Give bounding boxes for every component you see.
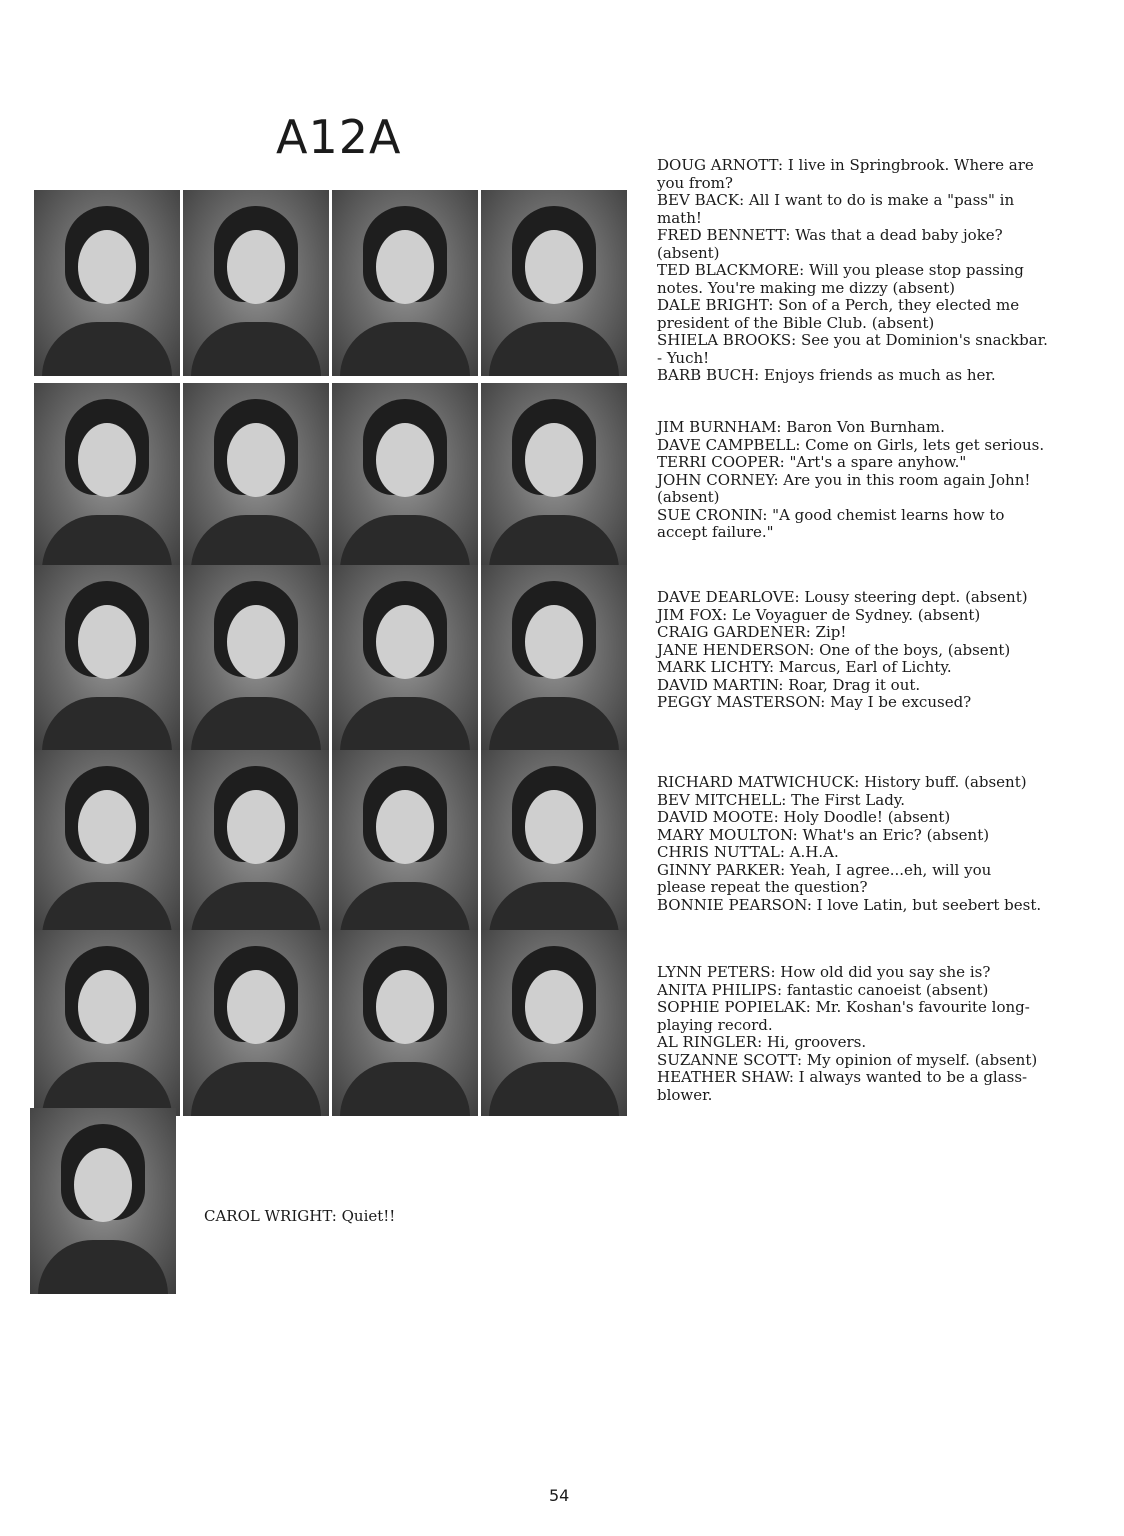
portrait-photo	[332, 930, 478, 1116]
caption-block-2	[657, 419, 1107, 542]
portrait-photo	[481, 383, 627, 569]
portrait-photo	[481, 930, 627, 1116]
portrait-photo	[34, 383, 180, 569]
caption-line: DOUG ARNOTT: I live in Springbrook. Where are	[657, 156, 1034, 174]
caption-line: DALE BRIGHT: Son of a Perch, they elected me	[657, 296, 1020, 314]
caption-line: SHIELA BROOKS: See you at Dominion's snackbar.	[657, 331, 1048, 349]
portrait-photo	[332, 565, 478, 751]
portrait-photo	[183, 750, 329, 936]
caption-block-1	[657, 157, 1107, 385]
caption-line: PEGGY MASTERSON: May I be excused?	[657, 693, 972, 711]
portrait-photo	[332, 383, 478, 569]
caption-carol-wright: CAROL WRIGHT: Quiet!!	[204, 1207, 396, 1225]
portrait-photo	[481, 750, 627, 936]
portrait-photo	[332, 190, 478, 376]
caption-line: notes. You're making me dizzy (absent)	[657, 278, 955, 297]
caption-line: SOPHIE POPIELAK: Mr. Koshan's favourite long-	[657, 998, 1030, 1016]
portrait-photo	[183, 565, 329, 751]
portrait-photo	[183, 190, 329, 376]
portrait-photo	[183, 930, 329, 1116]
caption-block-4	[657, 774, 1107, 914]
caption-line: you from?	[657, 173, 733, 192]
caption-line: blower.	[657, 1085, 713, 1104]
caption-line: ANITA PHILIPS: fantastic canoeist (absent)	[657, 980, 989, 999]
caption-line: please repeat the question?	[657, 878, 868, 896]
caption-line: BEV MITCHELL: The First Lady.	[657, 790, 906, 809]
caption-line: BARB BUCH: Enjoys friends as much as her.	[657, 366, 996, 384]
caption-line: DAVID MARTIN: Roar, Drag it out.	[657, 675, 921, 694]
caption-line: math!	[657, 208, 702, 227]
page-number: 54	[549, 1486, 570, 1505]
caption-line: playing record.	[657, 1015, 773, 1034]
portrait-photo	[34, 930, 180, 1116]
caption-line: president of the Bible Club. (absent)	[657, 313, 935, 332]
caption-line: DAVE CAMPBELL: Come on Girls, lets get serious.	[657, 435, 1045, 454]
caption-line: BONNIE PEARSON: I love Latin, but seebert best.	[657, 895, 1042, 914]
caption-line: DAVID MOOTE: Holy Doodle! (absent)	[657, 808, 951, 826]
caption-line: RICHARD MATWICHUCK: History buff. (absent)	[657, 773, 1027, 791]
caption-line: CRAIG GARDENER: Zip!	[657, 623, 847, 641]
portrait-photo	[30, 1108, 176, 1294]
caption-line: TERRI COOPER: "Art's a spare anyhow."	[657, 453, 967, 471]
caption-line: JOHN CORNEY: Are you in this room again John!	[657, 470, 1031, 489]
caption-block-3	[657, 589, 1107, 712]
caption-line: LYNN PETERS: How old did you say she is?	[657, 963, 991, 981]
caption-line: (absent)	[657, 243, 720, 262]
portrait-photo	[34, 750, 180, 936]
caption-line: GINNY PARKER: Yeah, I agree...eh, will you	[657, 860, 992, 879]
caption-line: FRED BENNETT: Was that a dead baby joke?	[657, 226, 1003, 244]
caption-line: MARK LICHTY: Marcus, Earl of Lichty.	[657, 658, 952, 676]
caption-line: JIM FOX: Le Voyaguer de Sydney. (absent)	[657, 605, 981, 624]
caption-line: DAVE DEARLOVE: Lousy steering dept. (absent)	[657, 588, 1028, 606]
portrait-photo	[34, 190, 180, 376]
portrait-photo	[481, 565, 627, 751]
caption-line: - Yuch!	[657, 348, 710, 367]
caption-line: MARY MOULTON: What's an Eric? (absent)	[657, 825, 990, 844]
caption-line: SUZANNE SCOTT: My opinion of myself. (absent)	[657, 1050, 1038, 1069]
caption-line: CHRIS NUTTAL: A.H.A.	[657, 843, 839, 861]
caption-line: JIM BURNHAM: Baron Von Burnham.	[657, 418, 945, 436]
caption-line: accept failure."	[657, 523, 774, 541]
caption-line: BEV BACK: All I want to do is make a "pass" in	[657, 191, 1015, 209]
portrait-photo	[183, 383, 329, 569]
page-title: A12A	[276, 110, 402, 164]
caption-line: SUE CRONIN: "A good chemist learns how to	[657, 505, 1005, 524]
caption-block-5	[657, 964, 1107, 1104]
caption-line: TED BLACKMORE: Will you please stop passing	[657, 261, 1024, 279]
caption-line: (absent)	[657, 488, 720, 506]
caption-line: JANE HENDERSON: One of the boys, (absent)	[657, 640, 1011, 659]
portrait-photo	[332, 750, 478, 936]
portrait-photo	[34, 565, 180, 751]
caption-line: HEATHER SHAW: I always wanted to be a glass-	[657, 1068, 1028, 1086]
portrait-photo	[481, 190, 627, 376]
caption-line: AL RINGLER: Hi, groovers.	[657, 1033, 867, 1051]
